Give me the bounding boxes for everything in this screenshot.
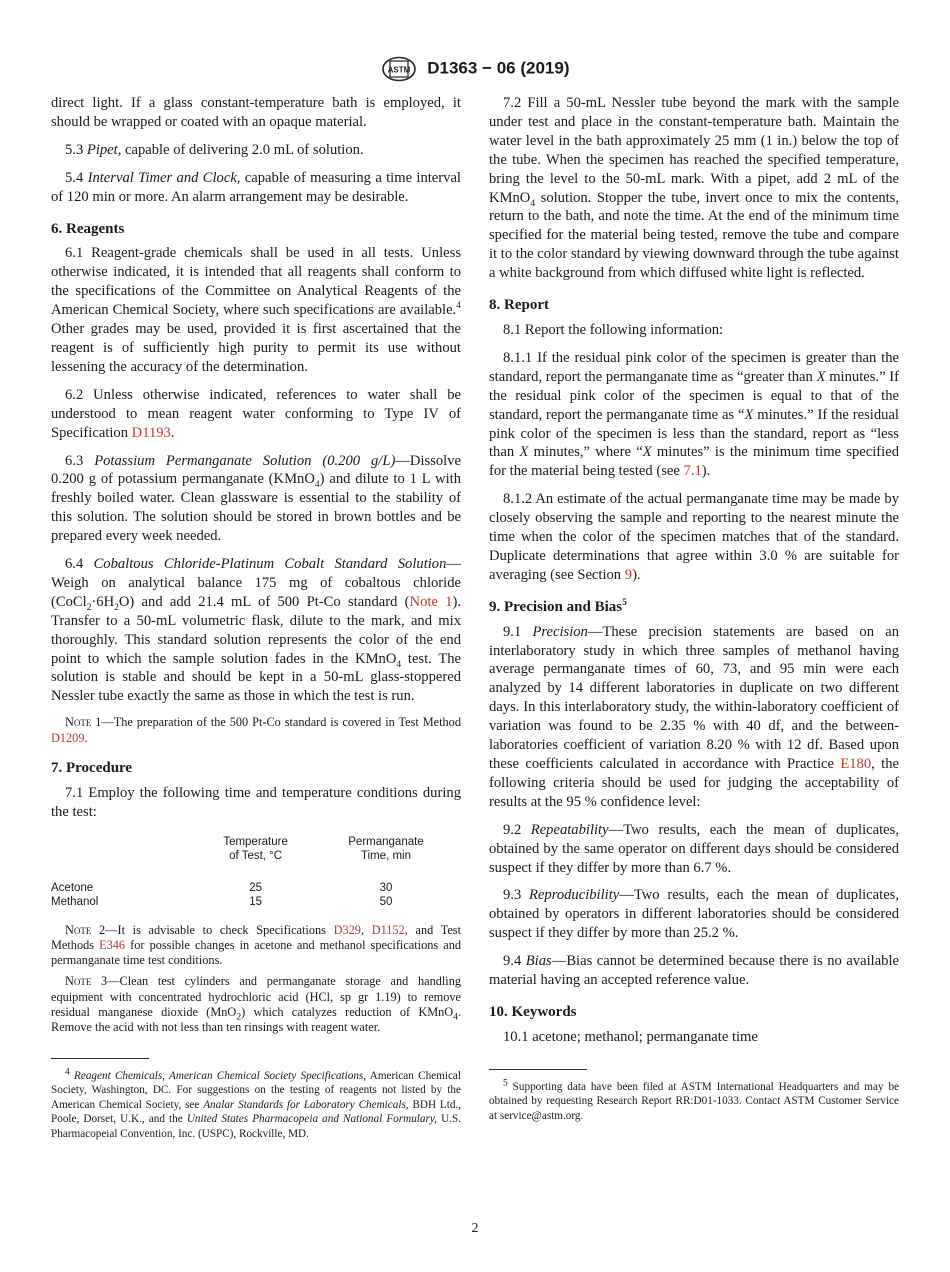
table-row: Acetone 25 30 [51, 881, 393, 894]
table-row: Methanol 15 50 [51, 895, 393, 908]
paragraph-6-2: 6.2 Unless otherwise indicated, references to water shall be understood to mean reagent water conforming to Type IV of Specification D1193. [51, 386, 461, 441]
link-e346[interactable]: E346 [99, 937, 126, 952]
link-d1209[interactable]: D1209 [51, 730, 85, 745]
link-e180[interactable]: E180 [840, 756, 872, 772]
note-2: Note 2—It is advisable to check Specifications D329, D1152, and Test Methods E346 for possible changes in acetone and methanol specifications and permanganate time test conditions. [51, 922, 462, 968]
note-3: Note 3—Clean test cylinders and permanganate storage and handling equipment with concentrated hydrochloric acid (HCl, sp gr 1.19) to remove residual manganese dioxide (MnO$_2$) which catalyzes reduction of KMnO$_4$. Remove the acid with not less than ten rinsings with reagent water. [51, 974, 462, 1035]
section-8-heading: 8. Report [489, 297, 549, 314]
paragraph-5-4: 5.4 Interval Timer and Clock, capable of measuring a time interval of 120 min or more. An alarm arrangement may be desirable. [51, 169, 461, 205]
table-header-time: Permanganate Time, min [348, 835, 424, 862]
paragraph-9-2: 9.2 Repeatability—Two results, each the mean of duplicates, obtained by the same operator on different days should be considered suspect if they differ by more than 6.7 %. [489, 821, 899, 876]
paragraph-5-2-continued: direct light. If a glass constant-temperature bath is employed, it should be wrapped or coated with an opaque material. [51, 95, 461, 130]
link-d1152[interactable]: D1152 [371, 922, 405, 937]
right-column [489, 94, 899, 1124]
link-d1193[interactable]: D1193 [131, 424, 171, 441]
footnote-divider [51, 1058, 149, 1059]
section-10-heading: 10. Keywords [489, 1003, 577, 1020]
section-6-heading: 6. Reagents [51, 220, 125, 237]
svg-text:ASTM: ASTM [387, 65, 410, 75]
table-header-row [51, 834, 461, 881]
paragraph-7-1: 7.1 Employ the following time and temperature conditions during the test: [51, 784, 461, 820]
astm-logo-icon [381, 56, 417, 82]
paragraph-10-1: 10.1 acetone; methanol; permanganate time [503, 1028, 758, 1045]
table-header-temperature: Temperature of Test, °C [223, 835, 288, 862]
paragraph-8-1-1: 8.1.1 If the residual pink color of the specimen is greater than the standard, report the permanganate time as “greater than X minutes.” If the residual pink color of the specimen is equal to that of the standard, report the permanganate time as “X minutes.” If the residual pink color of the specimen is less than the standard, report as “less than X minutes,” where “X minutes” is the minimum time specified for the material being tested (see 7.1). [489, 349, 899, 480]
table-header-empty [51, 834, 200, 881]
paragraph-5-3: 5.3 Pipet, capable of delivering 2.0 mL of solution. [65, 141, 364, 158]
link-note-1[interactable]: Note 1 [409, 593, 453, 610]
section-9-heading: 9. Precision and Bias$^5$ [489, 597, 627, 615]
paragraph-9-1: 9.1 Precision—These precision statements are based on an interlaboratory study in which three samples of methanol having average permanganate times of 60, 73, and 95 min were each analyzed by 14 different laboratories in duplicate on two different days. In this interlaboratory study, the within-laboratory coefficient of variation was found to be 2.35 % with 40 df, and the between-laboratories coefficient of variation 8.20 % with 12 df. Based upon these coefficients calculated in accordance with Practice E180, the following criteria should be used for judging the acceptability of results at the 95 % confidence level: [489, 623, 899, 810]
page-number: 2 [471, 1221, 479, 1236]
paragraph-9-3: 9.3 Reproducibility—Two results, each the mean of duplicates, obtained by operators in different laboratories should be considered suspect if they differ by more than 25.2 %. [489, 887, 899, 942]
section-7-heading: 7. Procedure [51, 759, 133, 776]
paragraph-8-1-2: 8.1.2 An estimate of the actual permanganate time may be made by closely observing the sample and reporting to the nearest minute the time when the color of the specimen matches that of the standard. Duplicate determinations that agree within 3.0 % are suitable for averaging (see Section 9). [489, 491, 899, 583]
paragraph-8-1: 8.1 Report the following information: [503, 321, 724, 338]
paragraph-6-3: 6.3 Potassium Permanganate Solution (0.200 g/L)—Dissolve 0.200 g of potassium permanganate (KMnO$_4$) and dilute to 1 L with freshly boiled water. Clean glassware is essential to the stability of this solution. The solution should be stored in brown bottles and be prepared every week needed. [51, 452, 461, 545]
conditions-table [51, 834, 461, 909]
left-column [51, 94, 461, 1142]
footnote-5: $^5$ Supporting data have been filed at ASTM International Headquarters and may be obtained by requesting Research Report RR:D01-1033. Contact ASTM Customer Service at service@astm.org. [489, 1078, 899, 1122]
link-d329[interactable]: D329 [333, 922, 361, 937]
footnote-4: $^4$ Reagent Chemicals, American Chemical Society Specifications, American Chemical Society, Washington, DC. For suggestions on the testing of reagents not listed by the American Chemical Society, see Analar Standards for Laboratory Chemicals, BDH Ltd., Poole, Dorset, U.K., and the United States Pharmacopeia and National Formulary, U.S. Pharmacopeial Convention, Inc. (USPC), Rockville, MD. [51, 1066, 462, 1141]
link-section-9[interactable]: 9 [624, 566, 633, 583]
paragraph-7-2: 7.2 Fill a 50-mL Nessler tube beyond the mark with the sample under test and place in the constant-temperature bath. Maintain the water level in the bath approximately 25 mm (1 in.) below the top of the tube. When the specimen has reached the specified temperature, bring the level to the 50-mL mark. With a pipet, add 2 mL of the KMnO$_4$ solution. Stopper the tube, invert once to mix the contents, return to the bath, and note the time. At the end of the minimum time specified for the material being tested, remove the tube and compare it to the color standard by viewing downward through the tube against a white background from which diffused white light is reflected. [489, 95, 899, 282]
paragraph-9-4: 9.4 Bias—Bias cannot be determined because there is no available material having an accepted reference value. [489, 953, 899, 989]
note-1: Note 1—The preparation of the 500 Pt-Co standard is covered in Test Method D1209. [51, 715, 461, 745]
footnote-divider [489, 1069, 587, 1070]
paragraph-6-4: 6.4 Cobaltous Chloride-Platinum Cobalt Standard Solution—Weigh on analytical balance 175 mg of cobaltous chloride $(CoCl_2\cdot 6H_2O)$ and add 21.4 mL of 500 Pt-Co standard (Note 1). Transfer to a 50-mL volumetric flask, dilute to the mark, and mix thoroughly. This standard solution represents the color of the end point to which the sample solution fades in the KMnO$_4$ test. The solution is stable and should be kept in a 50-mL glass-stoppered Nessler tube exactly the same as those in which the test is run. [51, 556, 462, 705]
link-7-1[interactable]: 7.1 [683, 463, 702, 480]
document-designation: D1363 − 06 (2019) [427, 58, 570, 78]
paragraph-6-1: 6.1 Reagent-grade chemicals shall be used in all tests. Unless otherwise indicated, it is intended that all reagents shall conform to the specifications of the Committee on Analytical Reagents of the American Chemical Society, where such specifications are available.$^4$ Other grades may be used, provided it is first ascertained that the reagent is of sufficiently high purity to permit its use without lessening the accuracy of the determination. [51, 245, 461, 375]
page-header [0, 56, 950, 82]
